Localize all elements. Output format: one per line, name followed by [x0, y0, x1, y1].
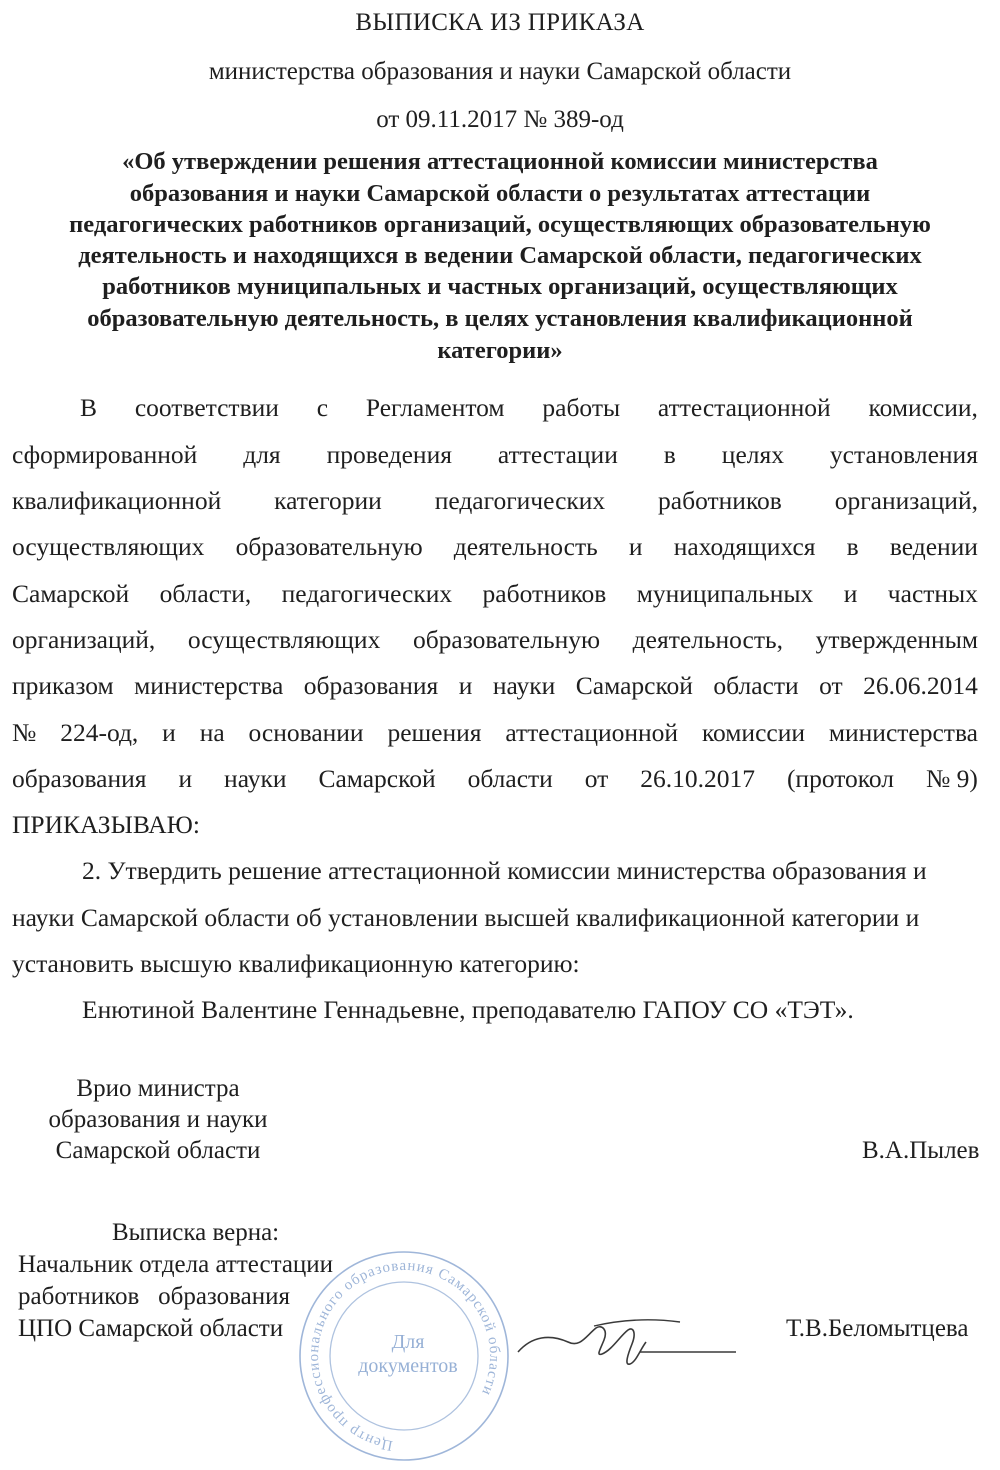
body-word: установления: [829, 440, 978, 469]
body-word: и: [843, 579, 858, 608]
order-date-number: от 09.11.2017 № 389-од: [376, 106, 624, 133]
body-word: проведения: [326, 440, 452, 469]
body-word: министерства: [134, 671, 284, 700]
stamp-inner-text: Для: [391, 1331, 425, 1353]
body-word: № 9): [925, 764, 978, 793]
body-word: работников: [482, 579, 607, 608]
body-word: Регламентом: [365, 393, 505, 422]
order-title-line: работников муниципальных и частных организаций, осуществляющих: [102, 273, 898, 300]
order-word: ПРИКАЗЫВАЮ:: [12, 810, 200, 839]
body-word: 26.10.2017: [640, 764, 755, 793]
head-title: ЦПО Самарской области: [18, 1315, 284, 1342]
body-word: 224-од,: [60, 718, 139, 747]
body-word: соответствии: [134, 393, 279, 422]
body-word: образования: [303, 671, 439, 700]
handwritten-signature: [510, 1306, 760, 1386]
body-word: образования: [12, 764, 147, 793]
body-line: [12, 440, 978, 470]
body-word: ведении: [889, 532, 978, 561]
minister-title: Врио министра: [76, 1075, 240, 1102]
body-word: науки: [224, 764, 287, 793]
body-word: квалификационной: [12, 486, 222, 515]
order-title-line: педагогических работников организаций, осуществляющих образовательную: [69, 211, 931, 238]
body-word: деятельность: [453, 532, 598, 561]
body-word: целях: [721, 440, 784, 469]
order-item-line: 2. Утвердить решение аттестационной комиссии министерства образования и: [82, 856, 927, 885]
body-word: и: [628, 532, 643, 561]
order-title-line: категории»: [437, 337, 563, 364]
body-line: [12, 625, 978, 655]
body-word: работы: [542, 393, 621, 422]
head-name: Т.В.Беломытцева: [786, 1315, 969, 1342]
body-line: [12, 486, 978, 516]
body-word: работников: [658, 486, 782, 515]
body-line: [80, 393, 978, 423]
body-word: на: [199, 718, 225, 747]
body-line: [12, 764, 978, 794]
body-word: для: [243, 440, 281, 469]
body-line: [12, 718, 978, 748]
body-word: области: [713, 671, 799, 700]
body-word: Самарской: [575, 671, 693, 700]
body-word: аттестации: [497, 440, 618, 469]
stamp-inner-text: документов: [358, 1355, 458, 1377]
body-word: Самарской: [318, 764, 436, 793]
body-word: области,: [159, 579, 252, 608]
body-word: и: [458, 671, 473, 700]
body-line: [12, 579, 978, 609]
order-item-line: установить высшую квалификационную категорию:: [12, 949, 580, 978]
body-word: В: [80, 393, 98, 422]
body-word: педагогических: [281, 579, 453, 608]
order-title-line: образования и науки Самарской области о результатах аттестации: [129, 180, 871, 207]
body-word: Самарской: [12, 579, 130, 608]
body-word: 26.06.2014: [863, 671, 978, 700]
body-word: организаций,: [12, 625, 156, 654]
body-word: области: [467, 764, 553, 793]
body-word: утвержденным: [815, 625, 978, 654]
body-word: аттестационной: [505, 718, 679, 747]
minister-title: образования и науки: [48, 1106, 268, 1133]
order-title-line: деятельность и находящихся в ведении Самарской области, педагогических: [78, 242, 922, 269]
body-word: (протокол: [786, 764, 895, 793]
minister-title: Самарской области: [55, 1137, 261, 1164]
body-word: комиссии: [701, 718, 806, 747]
body-word: образовательную: [235, 532, 423, 561]
body-word: приказом: [12, 671, 114, 700]
body-word: сформированной: [12, 440, 198, 469]
body-word: аттестационной: [657, 393, 831, 422]
body-word: организаций,: [834, 486, 978, 515]
head-title: работников образования: [18, 1283, 290, 1310]
document-heading: ВЫПИСКА ИЗ ПРИКАЗА: [355, 9, 645, 36]
body-word: и: [162, 718, 176, 747]
official-stamp: [290, 1248, 518, 1462]
body-word: в: [663, 440, 676, 469]
body-word: и: [178, 764, 193, 793]
body-word: №: [12, 718, 37, 747]
body-word: в: [846, 532, 859, 561]
body-word: частных: [887, 579, 978, 608]
stamp-ring-text: Центр профессионального образования Самарской области: [306, 1257, 503, 1454]
minister-name: В.А.Пылев: [862, 1137, 980, 1164]
body-word: образовательную: [412, 625, 601, 654]
body-word: от: [584, 764, 609, 793]
body-word: деятельность,: [632, 625, 784, 654]
body-word: от: [819, 671, 843, 700]
body-line: [12, 671, 978, 701]
order-item-line: науки Самарской области об установлении высшей квалификационной категории и: [12, 903, 920, 932]
body-word: осуществляющих: [187, 625, 381, 654]
body-word: комиссии,: [868, 393, 978, 422]
certified-label: Выписка верна:: [112, 1219, 280, 1246]
body-word: категории: [274, 486, 382, 515]
body-line: [12, 532, 978, 562]
body-word: основании: [248, 718, 364, 747]
order-title-line: «Об утверждении решения аттестационной комиссии министерства: [122, 148, 878, 175]
issuer-line: министерства образования и науки Самарской области: [208, 58, 792, 85]
body-word: педагогических: [434, 486, 606, 515]
body-word: министерства: [828, 718, 978, 747]
order-title-line: образовательную деятельность, в целях установления квалификационной: [87, 305, 913, 332]
person-line: Енютиной Валентине Геннадьевне, преподавателю ГАПОУ СО «ТЭТ».: [82, 995, 854, 1024]
body-word: осуществляющих: [12, 532, 205, 561]
body-word: муниципальных: [636, 579, 814, 608]
body-word: науки: [492, 671, 556, 700]
body-word: решения: [387, 718, 482, 747]
body-word: находящихся: [673, 532, 816, 561]
head-title: Начальник отдела аттестации: [18, 1251, 334, 1278]
body-word: с: [316, 393, 329, 422]
